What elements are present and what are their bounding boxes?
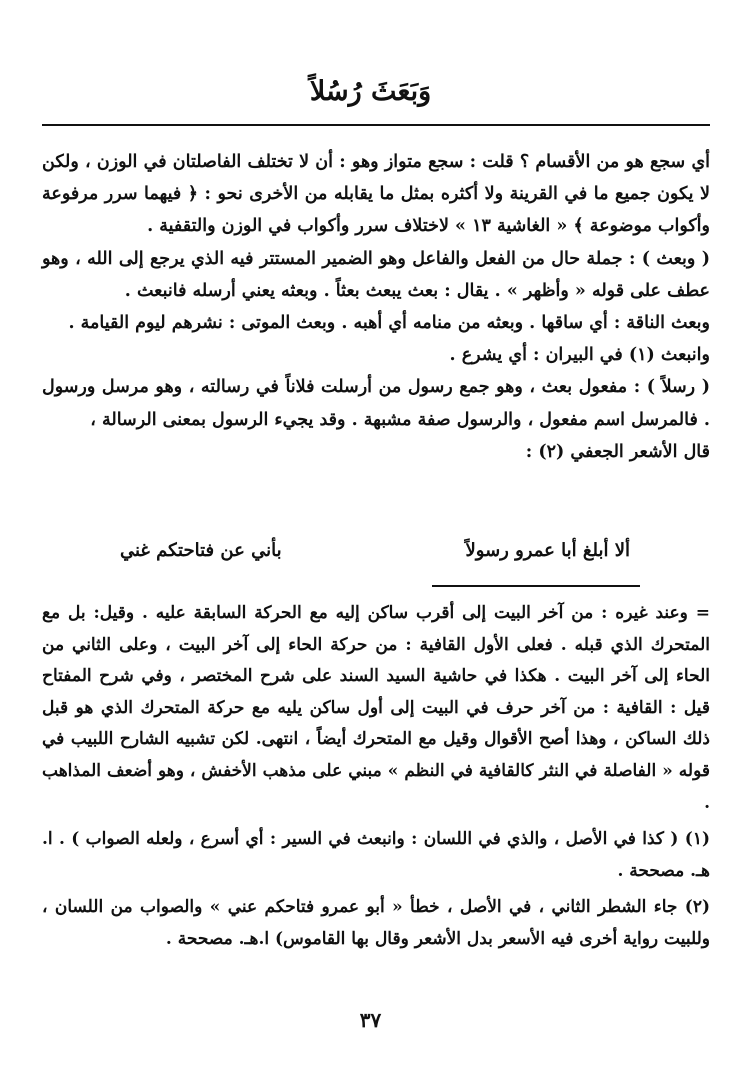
footnotes xyxy=(42,598,710,956)
commentary-paragraph: قال الأشعر الجعفي (٢) : xyxy=(525,441,710,462)
commentary-paragraph: وانبعث (١) في البيران : أي يشرع . xyxy=(449,345,710,366)
commentary-paragraph: أي سجع هو من الأقسام ؟ قلت : سجع متواز وهو : أن لا تختلف الفاصلتان في الوزن ، ولكن لا يكون جميع ما في القرينة ولا أكثره بمثل ما يقابله من الأخرى نحو : ﴿ فيهما سرر مرفوعة وأكواب موضوعة ﴾ « الغاشية ١٣ » لاختلاف سرر وأكواب في الوزن والتقفية . xyxy=(42,152,710,237)
verse-second-hemistich: بأني عن فتاحتكم غني xyxy=(120,540,282,561)
poetry-verse xyxy=(120,540,630,561)
page-heading: وَبَعَثَ رُسُلاً xyxy=(309,76,432,107)
footnote-rule xyxy=(432,585,640,587)
commentary-text xyxy=(42,146,710,468)
header-rule xyxy=(42,124,710,126)
footnote-2: (٢) جاء الشطر الثاني ، في الأصل ، خطأ « أبو عمرو فتاحكم عني » والصواب من اللسان ، وللبيت رواية أخرى فيه الأسعر بدل الأشعر وقال بها القاموس) ا.هـ. مصححة . xyxy=(42,897,710,949)
footnote-continuation: = وعند غيره : من آخر البيت إلى أقرب ساكن إليه مع الحركة السابقة عليه . وقيل: بل مع المتحرك الذي قبله . فعلى الأول القافية : من حركة الحاء إلى آخر البيت ، وعلى الثاني من الحاء إلى آخر البيت . هكذا في حاشية السيد السند على شرح المختصر ، وفي شرح المفتاح قيل : القافية : من آخر حرف في البيت إلى أول ساكن يليه مع حركة المتحرك الذي هو قبل ذلك الساكن ، وهذا أصح الأقوال وقيل مع المتحرك أيضاً ، انتهى. لكن تشبيه الشارح اللبيب في قوله « الفاصلة في النثر كالقافية في النظم » مبني على مذهب الأخفش ، وهو أضعف المذاهب . xyxy=(42,603,710,813)
verse-first-hemistich: ألا أبلغ أبا عمرو رسولاً xyxy=(465,540,630,561)
commentary-paragraph: وبعث الناقة : أي ساقها . وبعثه من منامه أي أهبه . وبعث الموتى : نشرهم ليوم القيامة . xyxy=(68,313,710,334)
commentary-paragraph: ( وبعث ) : جملة حال من الفعل والفاعل وهو الضمير المستتر فيه الذي يرجع إلى الله ، وهو عطف على قوله « وأظهر » . يقال : بعث يبعث بعثاً . وبعثه يعني أرسله فانبعث . xyxy=(42,248,710,301)
footnote-1: (١) ( كذا في الأصل ، والذي في اللسان : وانبعث في السير : أي أسرع ، ولعله الصواب ) . ا. هـ. مصححة . xyxy=(42,829,710,881)
page-number: ٣٧ xyxy=(359,1008,382,1032)
commentary-paragraph: ( رسلاً ) : مفعول بعث ، وهو جمع رسول من أرسلت فلاناً في رسالته ، وهو مرسل ورسول . فالمرسل اسم مفعول ، والرسول صفة مشبهة . وقد يجيء الرسول بمعنى الرسالة ، xyxy=(42,377,710,430)
